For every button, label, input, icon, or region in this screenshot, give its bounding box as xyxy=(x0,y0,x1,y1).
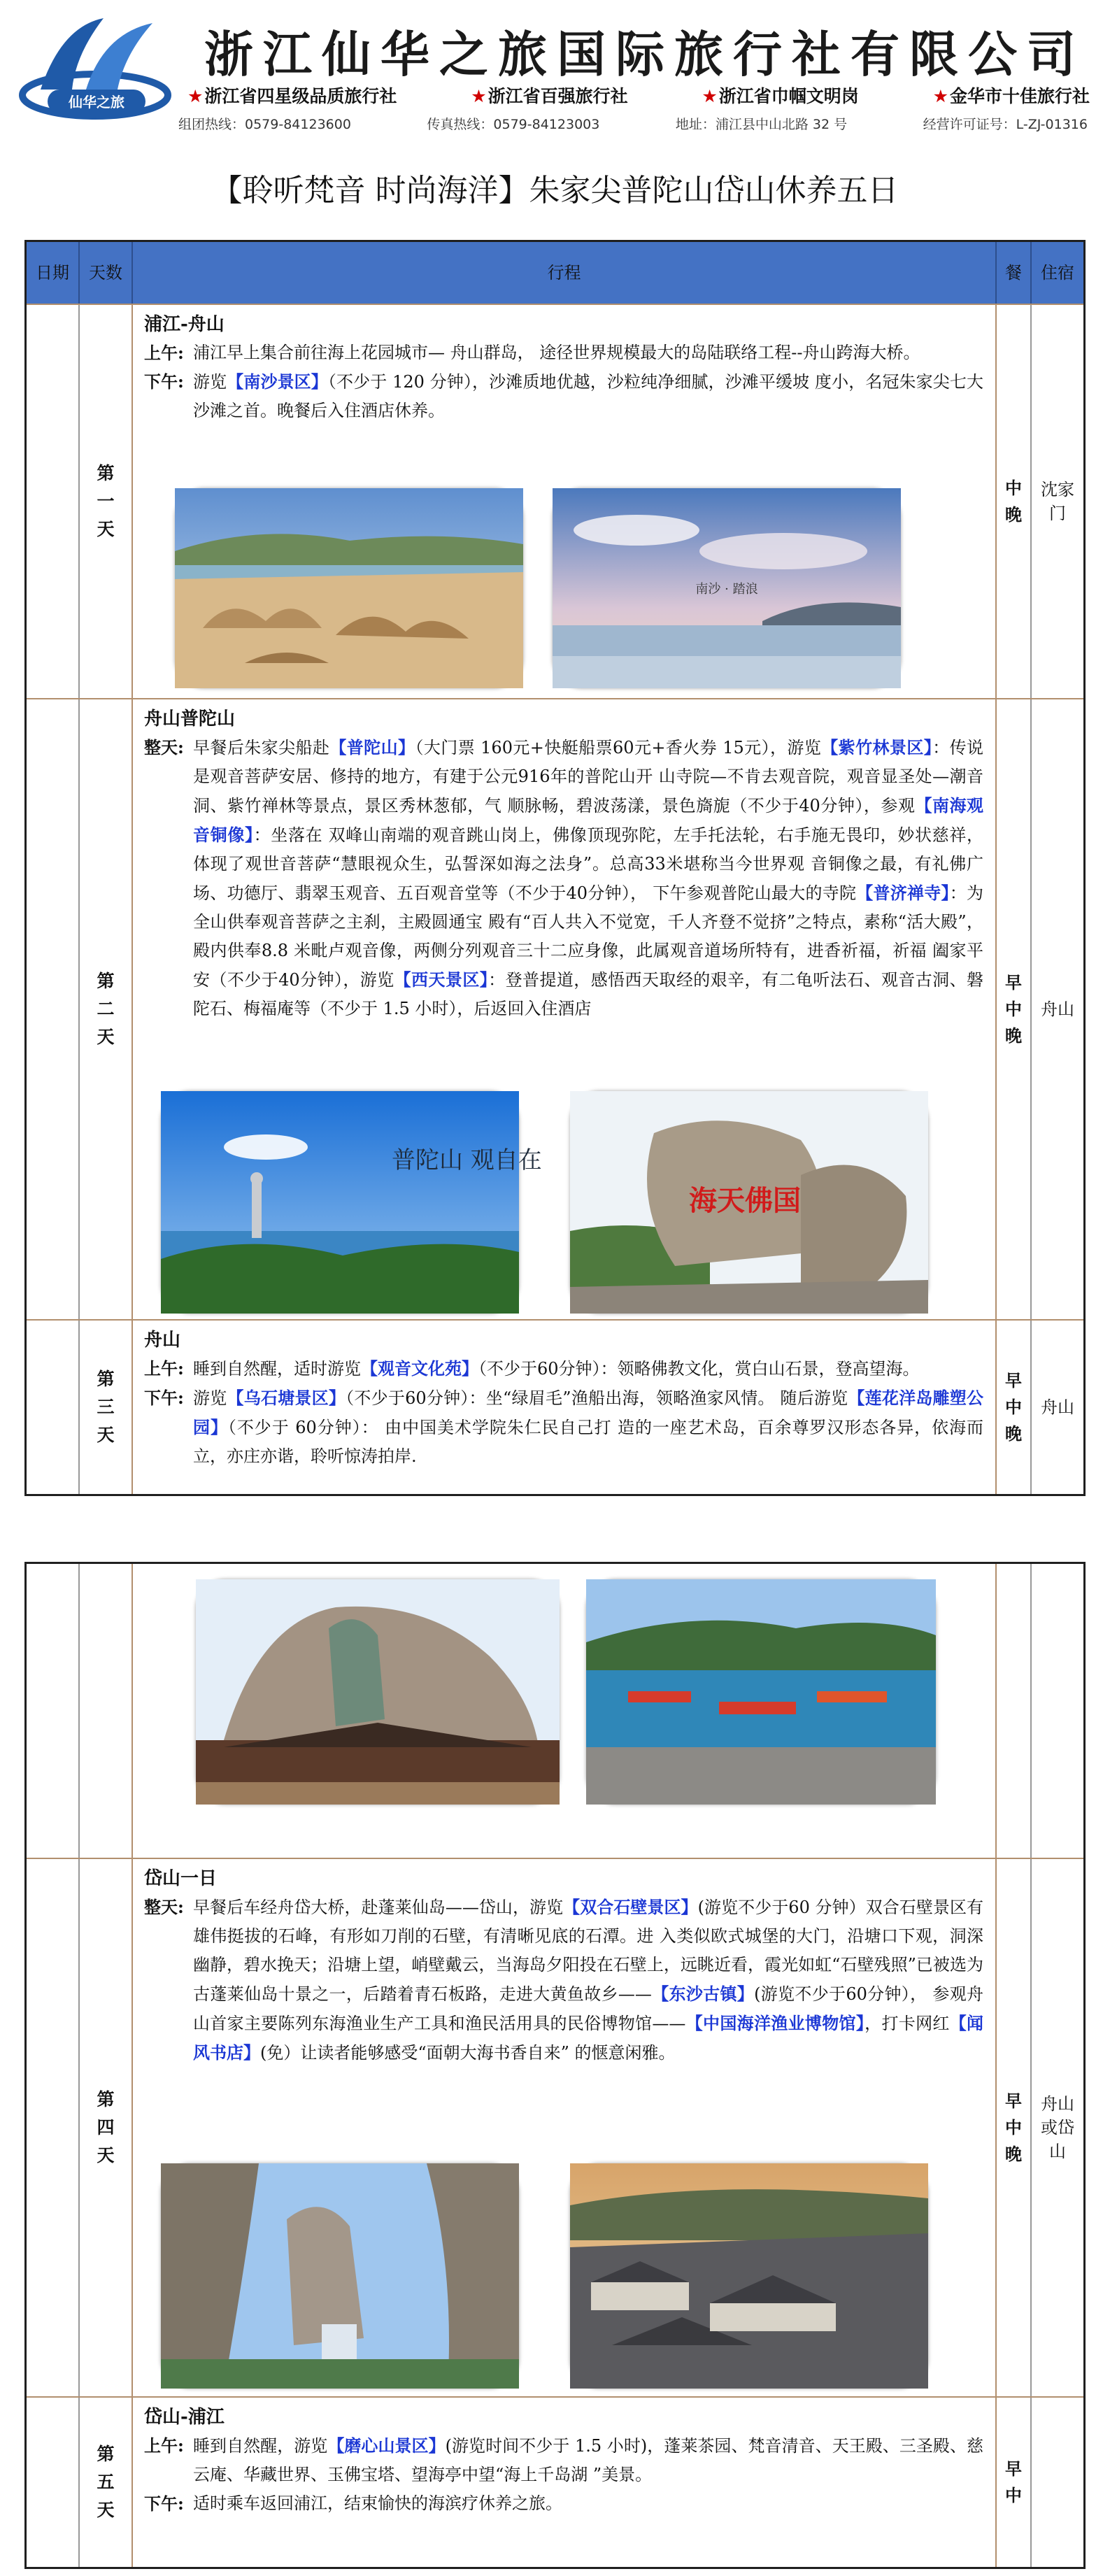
segment-label: 上午: xyxy=(144,1358,184,1379)
photo-wushitang-fishing-boats xyxy=(586,1579,936,1805)
scenic-spot-name: 【莲花洋岛雕塑公园】 xyxy=(193,1388,984,1437)
day-cell xyxy=(80,1564,133,1858)
meal-text: 早中晚 xyxy=(1005,1371,1022,1444)
scenic-spot-name: 【普陀山】 xyxy=(329,737,415,757)
itinerary-table-part2 xyxy=(24,1562,1086,2569)
table-row-day3 xyxy=(27,1319,1083,1494)
segment-text: 适时乘车返回浦江，结束愉快的海滨疗休养之旅。 xyxy=(193,2493,562,2513)
address: 地址：浦江县中山北路 32 号 xyxy=(675,117,848,132)
day-label: 第四天 xyxy=(97,2089,115,2165)
segment-label: 下午: xyxy=(144,1388,184,1408)
star-icon: ★ xyxy=(471,86,487,106)
rock-inscription: 海天佛国 xyxy=(689,1184,801,1217)
photo-caption: 南沙 · 踏浪 xyxy=(695,582,758,597)
meal-cell xyxy=(997,1859,1032,2396)
meal-text: 中晚 xyxy=(1005,478,1022,525)
itinerary-cell xyxy=(133,305,997,698)
star-icon: ★ xyxy=(187,86,204,106)
company-name: 浙江仙华之旅国际旅行社有限公司 xyxy=(204,25,1086,83)
text-run: 游览 xyxy=(193,1388,227,1408)
itinerary-cell xyxy=(133,1321,997,1494)
segment-text xyxy=(193,1893,983,2068)
text-run: (游览不少于60 分钟）双合石壁景区有雄伟挺拔的石峰，有形如刀削的石壁，有清晰见底的石潭。进 入类似欧式城堡的大门，沿塘口下观，洞深幽静，碧水挽天；沿塘上望，峭壁戴云，当海岛夕阳投在石壁上，远眺近看，霞光如虹“石壁残照”已被选为古蓬莱仙岛十景之一，后踏着青石板路，走进大黄鱼故乡—— xyxy=(193,1898,984,2004)
table-row-day1 xyxy=(27,304,1083,698)
day-cell xyxy=(80,1859,133,2396)
segment-text xyxy=(193,1383,983,1471)
segment-pm xyxy=(144,2489,983,2518)
segment-text: 浦江早上集合前往海上花园城市— 舟山群岛， 途径世界规模最大的岛陆联络工程--舟山跨海大桥。 xyxy=(193,343,920,362)
text-run: (游览时间不少于 1.5 小时)，蓬莱茶园、梵音清音、天王殿、三圣殿、慈云庵、华藏世界、玉佛宝塔、望海亭中望“海上千岛湖 ”美景。 xyxy=(193,2436,984,2484)
text-run: (游览不少于60分钟）， 参观舟山首家主要陈列东海渔业生产工具和渔民活用具的民俗博物馆—— xyxy=(193,1984,984,2033)
scenic-spot-name: 【南海观音铜像】 xyxy=(193,795,984,845)
text-run: （大门票 160元+快艇船票60元+香火券 15元），游览 xyxy=(415,738,822,757)
date-cell xyxy=(27,699,80,1319)
stay-cell xyxy=(1032,1321,1083,1494)
day-cell xyxy=(80,2398,133,2567)
text-run: （不少于 60分钟）： 由中国美术学院朱仁民自己打 造的一座艺术岛，百余尊罗汉形态各异，依海而立，亦庄亦谐，聆听惊涛拍岸. xyxy=(193,1418,983,1466)
segment-am xyxy=(144,339,983,367)
date-cell xyxy=(27,1859,80,2396)
honor-text: 浙江省四星级品质旅行社 xyxy=(204,86,397,106)
date-cell xyxy=(27,1321,80,1494)
stay-text: 舟山 xyxy=(1041,999,1074,1019)
segment-am xyxy=(144,2431,983,2489)
honor-item xyxy=(187,83,397,108)
header-itinerary: 行程 xyxy=(133,242,997,304)
itinerary-table-part1 xyxy=(24,240,1086,1496)
text-run: (免）让读者能够感受“面朝大海书香自来” 的惬意闲雅。 xyxy=(260,2043,676,2063)
photo-guanyin-culture-park xyxy=(196,1579,560,1805)
contact-line xyxy=(178,114,1088,133)
scenic-spot-name: 【观音文化苑】 xyxy=(361,1358,478,1379)
stay-cell xyxy=(1032,305,1083,698)
scenic-spot-name: 【磨心山景区】 xyxy=(327,2435,446,2456)
segment-label: 整天: xyxy=(144,1897,184,1917)
table-row-day5 xyxy=(27,2396,1083,2567)
text-run: 睡到自然醒，游览 xyxy=(193,2436,328,2456)
letterhead xyxy=(0,0,1110,140)
text-run: （不少于60分钟）：领略佛教文化，赏白山石景，登高望海。 xyxy=(478,1359,920,1379)
text-run: 睡到自然醒，适时游览 xyxy=(193,1359,361,1379)
segment-label: 下午: xyxy=(144,2493,184,2514)
header-meal: 餐 xyxy=(997,242,1032,304)
day-heading: 浦江-舟山 xyxy=(144,314,225,335)
meal-text: 早中晚 xyxy=(1005,2091,1022,2164)
photo-caption: 普陀山 观自在 xyxy=(392,1146,542,1174)
stay-text: 舟山或岱山 xyxy=(1041,2094,1074,2161)
segment-am xyxy=(144,1354,983,1383)
logo-text: 仙华之旅 xyxy=(69,94,124,111)
text-run: 早餐后车经舟岱大桥，赴蓬莱仙岛——岱山，游览 xyxy=(193,1898,564,1917)
meal-cell xyxy=(997,699,1032,1319)
meal-cell xyxy=(997,1321,1032,1494)
day-label: 第三天 xyxy=(97,1369,115,1445)
honor-text: 浙江省百强旅行社 xyxy=(488,86,628,106)
text-run: ：坐落在 双峰山南端的观音跳山岗上，佛像顶现弥陀，左手托法轮，右手施无畏印，妙状慈祥， 体现了观世音菩萨“慧眼视众生，弘誓深如海之法身”。总高33米堪称当今世界观 音铜像之最，有礼佛广场、功德厅、翡翠玉观音、五百观音堂等（不少于40分钟）， 下午参观普陀山最大的寺院 xyxy=(193,825,983,903)
honor-item xyxy=(471,83,627,108)
table-row-day2 xyxy=(27,698,1083,1319)
day-heading: 舟山 xyxy=(144,1330,181,1351)
segment-pm xyxy=(144,367,983,425)
segment-text xyxy=(193,1354,983,1383)
stay-cell xyxy=(1032,1859,1083,2396)
header-day xyxy=(80,242,133,304)
honor-text: 金华市十佳旅行社 xyxy=(949,86,1090,106)
itinerary-cell xyxy=(133,1859,997,2396)
header-stay: 住宿 xyxy=(1041,263,1074,283)
day-label: 第一天 xyxy=(97,463,115,539)
company-logo xyxy=(20,13,170,124)
tour-title: 【聆听梵音 时尚海洋】朱家尖普陀山岱山休养五日 xyxy=(211,173,899,208)
photo-beach-sand-sculptures xyxy=(175,488,523,688)
honor-item xyxy=(702,83,858,108)
header-date: 日期 xyxy=(27,242,80,304)
date-cell xyxy=(27,305,80,698)
star-icon: ★ xyxy=(702,86,718,106)
meal-text: 早中 xyxy=(1005,2459,1022,2505)
date-cell xyxy=(27,1564,80,1858)
segment-label: 整天: xyxy=(144,737,184,757)
segment-text xyxy=(193,733,983,1023)
text-run: ：登普提道，感悟西天取经的艰辛，有二龟听法石、观音古洞、磐陀石、梅福庵等（不少于 1.5 小时），后返回入住酒店 xyxy=(193,970,984,1018)
segment-all-day xyxy=(144,733,983,1023)
day-cell xyxy=(80,699,133,1319)
date-cell xyxy=(27,2398,80,2567)
day-label: 第二天 xyxy=(97,971,115,1047)
table-row-day3-photos xyxy=(27,1564,1083,1858)
text-run: （不少于 120 分钟），沙滩质地优越，沙粒纯净细腻，沙滩平缓坡 度小，名冠朱家尖七大沙滩之首。晚餐后入住酒店休养。 xyxy=(193,372,984,420)
itinerary-cell xyxy=(133,2398,997,2567)
phone-fax: 传真热线：0579-84123003 xyxy=(427,117,600,132)
star-icon: ★ xyxy=(932,86,948,106)
segment-label: 下午: xyxy=(144,371,184,392)
honor-list xyxy=(187,83,1090,108)
itinerary-cell xyxy=(133,699,997,1319)
meal-cell xyxy=(997,1564,1032,1858)
segment-label: 上午: xyxy=(144,2435,184,2456)
text-run: ：传说是观音菩萨安居、修持的地方，有建于公元916年的普陀山开 山寺院—不肯去观音院，观音显圣处—潮音洞、紫竹禅林等景点，景区秀林葱郁，气 顺脉畅，碧波荡漾，景色旖旎（不少于40分钟），参观 xyxy=(193,738,984,816)
itinerary-cell xyxy=(133,1564,997,1858)
day-cell xyxy=(80,305,133,698)
stay-text: 舟山 xyxy=(1041,1397,1074,1417)
text-run: 游览 xyxy=(193,372,227,392)
scenic-spot-name: 【东沙古镇】 xyxy=(651,1984,755,2004)
photo-dongsha-old-town xyxy=(570,2163,928,2389)
text-run: ：为全山供奉观音菩萨之主刹，主殿圆通宝 殿有“百人共入不觉宽，千人齐登不觉挤”之特点，素称“活大殿”，殿内供奉8.8 米毗卢观音像，两侧分列观音三十二应身像，此属观音道场所特有，进香祈福，祈福 阖家平安（不少于40分钟），游览 xyxy=(193,883,984,990)
license-number: 经营许可证号：L-ZJ-01316 xyxy=(923,117,1088,132)
stay-cell xyxy=(1032,1564,1083,1858)
honor-text: 浙江省巾帼文明岗 xyxy=(718,86,859,106)
day-label: 第五天 xyxy=(97,2444,115,2520)
table-header-row xyxy=(27,242,1083,304)
meal-cell xyxy=(997,2398,1032,2567)
day-heading: 岱山-浦江 xyxy=(144,2407,225,2428)
stay-cell xyxy=(1032,2398,1083,2567)
segment-text xyxy=(193,367,983,425)
table-row-day4 xyxy=(27,1858,1083,2396)
day-heading: 舟山普陀山 xyxy=(144,709,236,730)
photo-haitian-foguo-rock xyxy=(570,1091,928,1314)
photo-beach-sunset xyxy=(553,488,901,688)
scenic-spot-name: 【普济禅寺】 xyxy=(856,883,950,903)
text-run: ，打卡网红 xyxy=(864,2014,950,2033)
segment-text xyxy=(193,2431,983,2489)
scenic-spot-name: 【乌石塘景区】 xyxy=(227,1388,346,1408)
phone-group: 组团热线：0579-84123600 xyxy=(178,117,351,132)
header-day-text: 天数 xyxy=(89,263,122,283)
segment-all-day xyxy=(144,1893,983,2068)
meal-text: 早中晚 xyxy=(1005,973,1022,1046)
honor-item xyxy=(933,83,1090,108)
segment-label: 上午: xyxy=(144,343,184,363)
scenic-spot-name: 【中国海洋渔业博物馆】 xyxy=(685,2013,865,2033)
scenic-spot-name: 【南沙景区】 xyxy=(227,371,328,392)
text-run: （不少于60分钟）：坐“绿眉毛”渔船出海，领略渔家风情。 随后游览 xyxy=(346,1388,848,1408)
photo-putuo-guanyin-statue xyxy=(161,1091,542,1314)
day-heading: 岱山一日 xyxy=(144,1868,218,1889)
stay-text: 沈家门 xyxy=(1041,480,1074,523)
scenic-spot-name: 【双合石壁景区】 xyxy=(563,1897,698,1917)
meal-cell xyxy=(997,305,1032,698)
photo-shuanghe-stone-wall xyxy=(161,2163,519,2389)
text-run: 早餐后朱家尖船赴 xyxy=(193,738,330,757)
stay-cell xyxy=(1032,699,1083,1319)
scenic-spot-name: 【西天景区】 xyxy=(394,969,489,990)
day-cell xyxy=(80,1321,133,1494)
scenic-spot-name: 【紫竹林景区】 xyxy=(821,737,933,757)
segment-pm xyxy=(144,1383,983,1471)
scenic-spot-name: 【闻风书店】 xyxy=(193,2013,984,2063)
